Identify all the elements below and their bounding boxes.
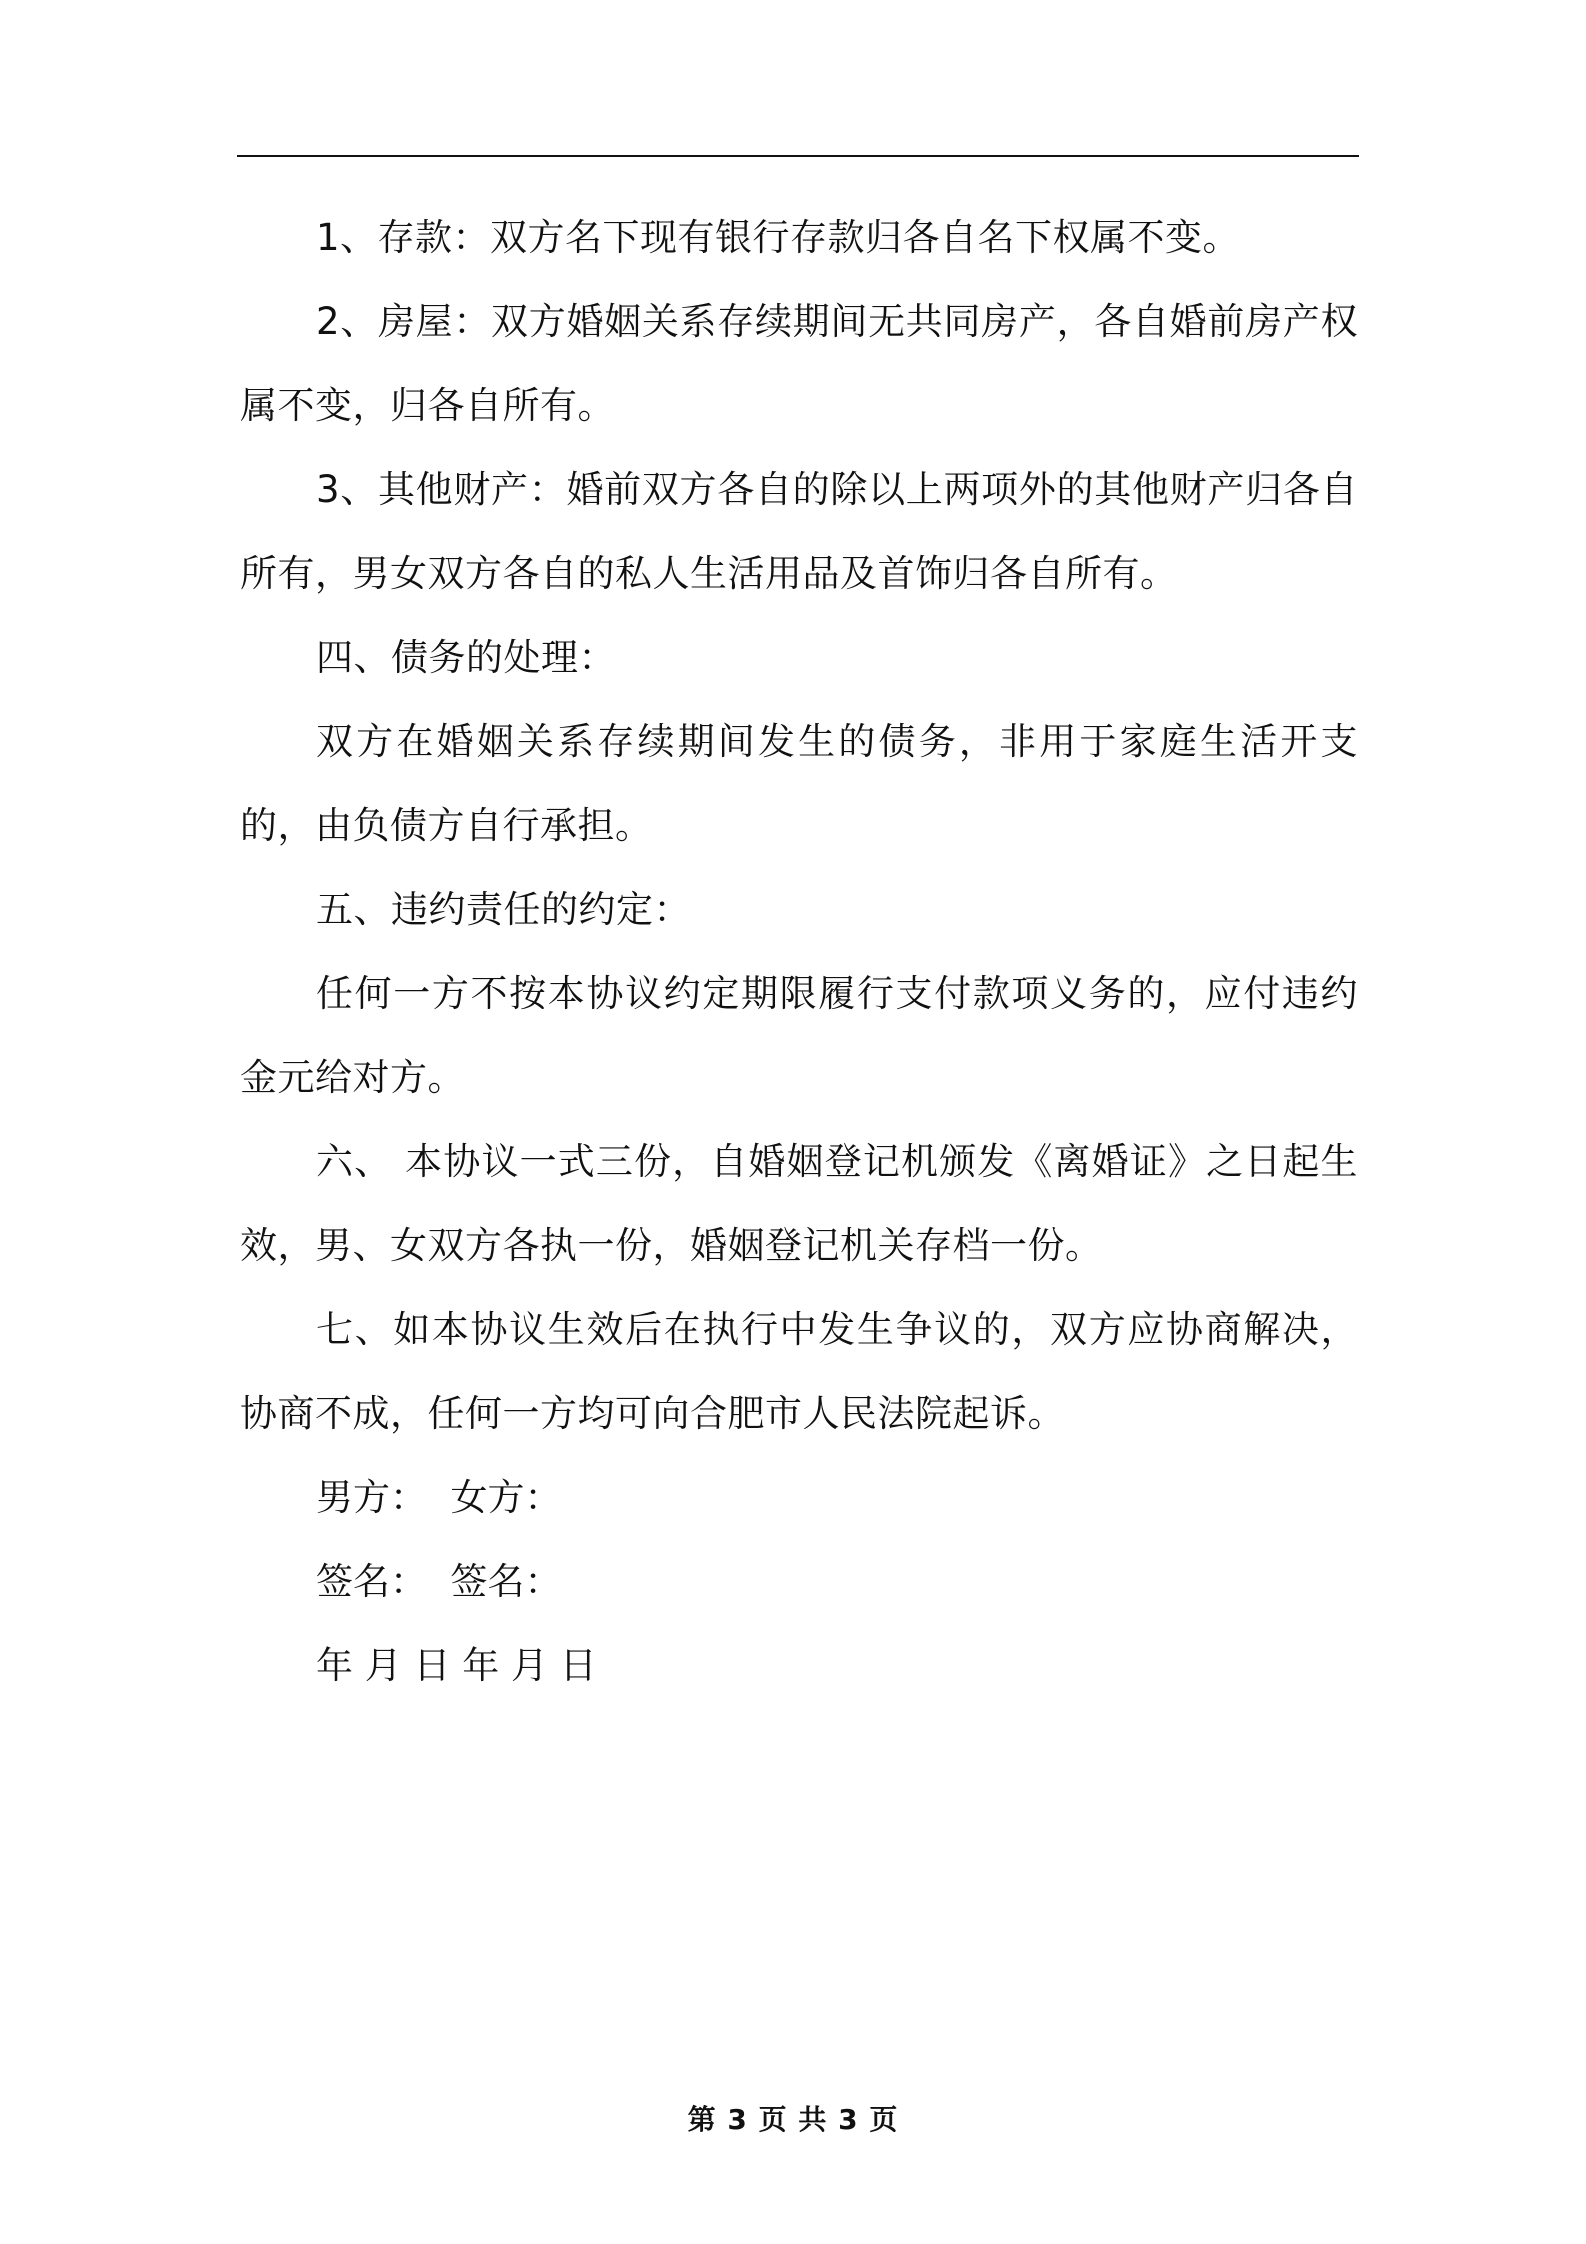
header-rule: [237, 155, 1359, 157]
heading-debt-handling: 四、债务的处理：: [316, 636, 616, 679]
paragraph-copies: 六、 本协议一式三份，自婚姻登记机颁发《离婚证》之日起生效，男、女双方各执一份，婚姻登记机关存档一份。: [240, 1140, 1358, 1267]
paragraph-breach: 任何一方不按本协议约定期限履行支付款项义务的，应付违约金元给对方。: [240, 972, 1358, 1099]
signature-dates: 年 月 日 年 月 日: [316, 1644, 597, 1687]
paragraph-deposits: 1、存款：双方名下现有银行存款归各自名下权属不变。: [316, 216, 1241, 259]
paragraph-debt: 双方在婚姻关系存续期间发生的债务，非用于家庭生活开支的，由负债方自行承担。: [240, 720, 1358, 847]
paragraph-disputes: 七、如本协议生效后在执行中发生争议的，双方应协商解决，协商不成，任何一方均可向合肥市人民法院起诉。: [240, 1308, 1358, 1435]
paragraph-other-property: 3、其他财产：婚前双方各自的除以上两项外的其他财产归各自所有，男女双方各自的私人生活用品及首饰归各自所有。: [240, 468, 1358, 595]
heading-breach-liability: 五、违约责任的约定：: [316, 888, 691, 931]
signature-parties: 男方： 女方：: [316, 1476, 562, 1519]
signature-signs: 签名： 签名：: [316, 1560, 562, 1603]
document-body: [240, 196, 1358, 1708]
paragraph-housing: 2、房屋：双方婚姻关系存续期间无共同房产，各自婚前房产权属不变，归各自所有。: [240, 300, 1358, 427]
page-number-footer: 第 3 页 共 3 页: [687, 2103, 899, 2136]
